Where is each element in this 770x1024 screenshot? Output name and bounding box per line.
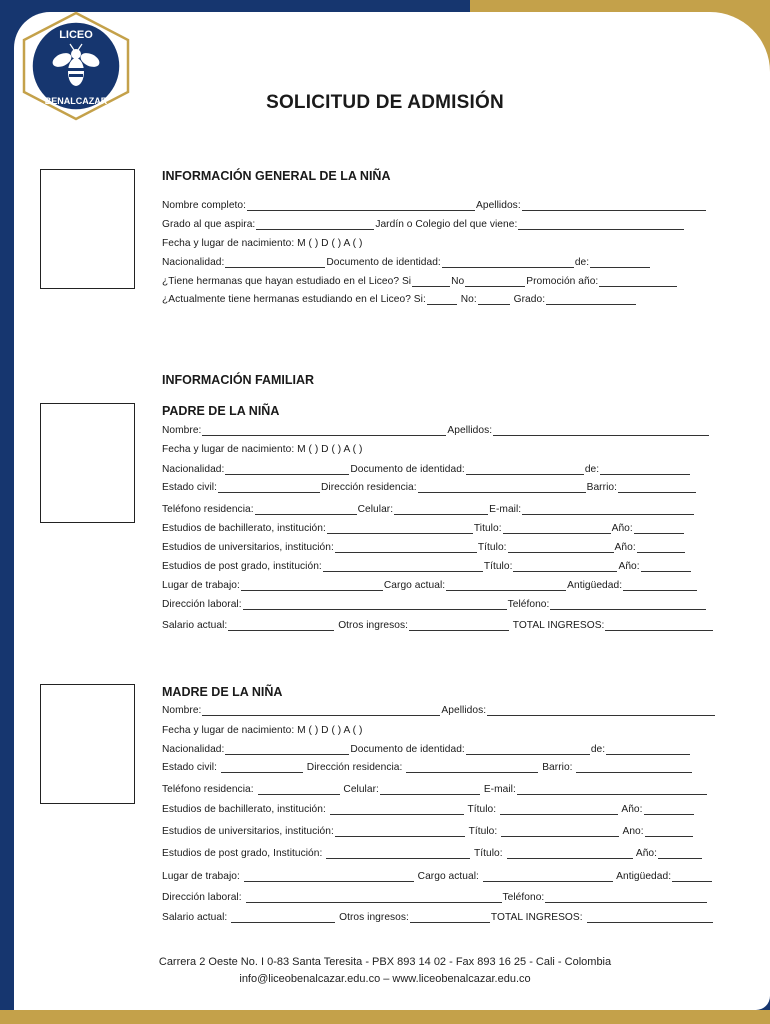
footer-contact[interactable]: info@liceobenalcazar.edu.co – www.liceobenalcazar.edu.co: [239, 973, 531, 985]
field-madre-anio3[interactable]: [658, 847, 702, 859]
section-general-heading: INFORMACIÓN GENERAL DE LA NIÑA: [162, 169, 391, 183]
padre-row-dirlab: [162, 598, 707, 610]
madre-row-dirlab: [162, 891, 708, 903]
field-nombre[interactable]: [247, 199, 475, 211]
field-madre-dirlab[interactable]: [246, 891, 502, 903]
label-padre-barrio: Barrio:: [586, 482, 617, 493]
padre-row-nombre: [162, 424, 710, 436]
field-madre-titulo2[interactable]: [501, 825, 619, 837]
label-promocion: Promoción año:: [526, 276, 599, 287]
field-padre-documento[interactable]: [466, 463, 584, 475]
label-padre-cargo: Cargo actual:: [383, 580, 446, 591]
label-padre-total: TOTAL INGRESOS:: [512, 620, 605, 631]
photo-box-student: [40, 169, 135, 289]
field-hermanas-si[interactable]: [412, 275, 450, 287]
label-padre-anio: Año:: [611, 523, 633, 534]
field-grado-actual[interactable]: [546, 293, 636, 305]
general-row-actualmente: [162, 293, 637, 305]
field-padre-titulo[interactable]: [503, 522, 611, 534]
label-padre-anio2: Año:: [614, 542, 636, 553]
field-madre-documento[interactable]: [466, 743, 590, 755]
field-madre-titulo3[interactable]: [507, 847, 633, 859]
label-madre-univ: Estudios de universitarios, institución:: [162, 826, 334, 837]
padre-row-nacionalidad: [162, 463, 691, 475]
label-padre-anio3: Año:: [618, 561, 640, 572]
label-madre-anio3: Año:: [635, 848, 658, 859]
field-padre-barrio[interactable]: [618, 481, 696, 493]
field-padre-dirlab[interactable]: [243, 598, 507, 610]
label-no2: No:: [460, 294, 477, 305]
field-padre-nacionalidad[interactable]: [225, 463, 349, 475]
field-madre-titulo[interactable]: [500, 803, 618, 815]
field-madre-nombre[interactable]: [202, 704, 440, 716]
label-padre-apellidos: Apellidos:: [447, 425, 493, 436]
label-madre-titulo2: Título:: [468, 826, 498, 837]
field-padre-celular[interactable]: [394, 503, 488, 515]
field-padre-bach[interactable]: [327, 522, 473, 534]
field-padre-tel[interactable]: [550, 598, 706, 610]
madre-row-estado: [162, 761, 693, 773]
field-hermanas-no[interactable]: [465, 275, 525, 287]
field-madre-tel[interactable]: [545, 891, 707, 903]
field-madre-cargo[interactable]: [483, 870, 613, 882]
label-de: de:: [574, 257, 590, 268]
field-padre-direccion[interactable]: [418, 481, 586, 493]
field-padre-titulo2[interactable]: [508, 541, 614, 553]
label-padre-trabajo: Lugar de trabajo:: [162, 580, 240, 591]
field-madre-univ[interactable]: [335, 825, 465, 837]
general-row-hermanas: [162, 275, 678, 287]
madre-row-nombre: [162, 704, 716, 716]
label-madre-email: E-mail:: [483, 784, 516, 795]
label-padre-univ: Estudios de universitarios, institución:: [162, 542, 334, 553]
padre-row-trabajo: [162, 579, 698, 591]
field-padre-anio[interactable]: [634, 522, 684, 534]
label-grado2: Grado:: [513, 294, 546, 305]
field-madre-direccion[interactable]: [406, 761, 538, 773]
field-madre-email[interactable]: [517, 783, 707, 795]
label-madre-otros: Otros ingresos:: [339, 912, 409, 923]
label-madre-titulo3: Título:: [473, 848, 503, 859]
general-row-nombre: [162, 199, 707, 211]
label-padre-antiguedad: Antigüedad:: [567, 580, 623, 591]
label-hermanas: ¿Tiene hermanas que hayan estudiado en el Liceo? Si: [162, 276, 412, 287]
madre-row-post: [162, 847, 703, 859]
padre-row-fecha: [162, 444, 362, 455]
field-padre-cargo[interactable]: [446, 579, 566, 591]
field-madre-barrio[interactable]: [576, 761, 692, 773]
padre-row-post: [162, 560, 692, 572]
label-madre-fecha[interactable]: Fecha y lugar de nacimiento: M ( ) D ( ) A ( ): [162, 725, 363, 736]
label-madre-tel: Teléfono:: [502, 892, 545, 903]
frame-gold-bottom: [0, 1010, 770, 1024]
field-padre-anio2[interactable]: [637, 541, 685, 553]
label-padre-celular: Celular:: [357, 504, 394, 515]
label-padre-email: E-mail:: [489, 504, 522, 515]
field-padre-post[interactable]: [323, 560, 483, 572]
label-madre-bach: Estudios de bachillerato, institución:: [162, 804, 326, 815]
label-madre-estado: Estado civil:: [162, 762, 218, 773]
field-padre-nombre[interactable]: [202, 424, 446, 436]
field-madre-anio2[interactable]: [645, 825, 693, 837]
label-madre-trabajo: Lugar de trabajo:: [162, 871, 240, 882]
label-madre-nombre: Nombre:: [162, 705, 202, 716]
field-madre-trabajo[interactable]: [244, 870, 414, 882]
field-madre-estado[interactable]: [221, 761, 303, 773]
section-familiar-heading: INFORMACIÓN FAMILIAR: [162, 373, 315, 387]
field-padre-de[interactable]: [600, 463, 690, 475]
footer-address: Carrera 2 Oeste No. I 0-83 Santa Teresita - PBX 893 14 02 - Fax 893 16 25 - Cali - Colombia: [158, 956, 612, 968]
label-padre-salario: Salario actual:: [162, 620, 228, 631]
label-madre-dirlab: Dirección laboral:: [162, 892, 242, 903]
label-padre-nacionalidad: Nacionalidad:: [162, 464, 225, 475]
madre-row-trabajo: [162, 870, 713, 882]
field-madre-salario[interactable]: [231, 911, 335, 923]
label-padre-titulo: Titulo:: [473, 523, 502, 534]
field-padre-anio3[interactable]: [641, 560, 691, 572]
padre-row-salario: [162, 619, 714, 631]
field-madre-de[interactable]: [606, 743, 690, 755]
label-padre-documento: Documento de identidad:: [350, 464, 465, 475]
field-nacionalidad[interactable]: [225, 256, 325, 268]
label-jardin: Jardín o Colegio del que viene:: [375, 219, 518, 230]
field-padre-univ[interactable]: [335, 541, 477, 553]
field-madre-total[interactable]: [587, 911, 713, 923]
field-madre-bach[interactable]: [330, 803, 464, 815]
label-nacionalidad: Nacionalidad:: [162, 257, 225, 268]
logo-top-text: LICEO: [59, 29, 93, 41]
label-documento: Documento de identidad:: [326, 257, 441, 268]
field-actualmente-si[interactable]: [427, 293, 457, 305]
photo-box-father: [40, 403, 135, 523]
field-padre-trabajo[interactable]: [241, 579, 383, 591]
label-grado: Grado al que aspira:: [162, 219, 256, 230]
field-grado[interactable]: [256, 218, 374, 230]
label-actualmente: ¿Actualmente tiene hermanas estudiando en el Liceo? Si:: [162, 294, 426, 305]
label-madre-celular: Celular:: [343, 784, 379, 795]
label-madre-titulo: Título:: [467, 804, 497, 815]
field-madre-post[interactable]: [326, 847, 470, 859]
label-madre-direccion: Dirección residencia:: [306, 762, 403, 773]
page-title: SOLICITUD DE ADMISIÓN: [266, 92, 504, 113]
field-padre-estado[interactable]: [218, 481, 320, 493]
label-padre-nombre: Nombre:: [162, 425, 202, 436]
label-padre-tel: Teléfono:: [507, 599, 550, 610]
label-padre-bach: Estudios de bachillerato, institución:: [162, 523, 326, 534]
label-madre-cargo: Cargo actual:: [417, 871, 479, 882]
field-padre-salario[interactable]: [228, 619, 334, 631]
field-jardin[interactable]: [518, 218, 684, 230]
label-padre-estado: Estado civil:: [162, 482, 218, 493]
photo-box-mother: [40, 684, 135, 804]
label-madre-antiguedad: Antigüedad:: [616, 871, 672, 882]
label-madre-apellidos: Apellidos:: [441, 705, 487, 716]
logo-bottom-text: BENALCAZAR: [44, 96, 108, 106]
label-madre-barrio: Barrio:: [542, 762, 573, 773]
label-madre-nacionalidad: Nacionalidad:: [162, 744, 225, 755]
label-madre-salario: Salario actual:: [162, 912, 228, 923]
section-padre-heading: PADRE DE LA NIÑA: [162, 404, 280, 418]
padre-row-univ: [162, 541, 686, 553]
field-madre-otros[interactable]: [410, 911, 490, 923]
field-documento[interactable]: [442, 256, 574, 268]
field-padre-apellidos[interactable]: [493, 424, 709, 436]
label-madre-documento: Documento de identidad:: [350, 744, 465, 755]
label-madre-de: de:: [590, 744, 606, 755]
section-madre-heading: MADRE DE LA NIÑA: [162, 685, 283, 699]
madre-row-bach: [162, 803, 695, 815]
field-padre-otros[interactable]: [409, 619, 509, 631]
field-apellidos[interactable]: [522, 199, 706, 211]
field-padre-total[interactable]: [605, 619, 713, 631]
field-padre-antiguedad[interactable]: [623, 579, 697, 591]
label-nombre: Nombre completo:: [162, 200, 247, 211]
padre-row-telefono: [162, 503, 695, 515]
label-apellidos: Apellidos:: [476, 200, 521, 211]
field-madre-celular[interactable]: [380, 783, 480, 795]
madre-row-nacionalidad: [162, 743, 691, 755]
label-padre-dirlab: Dirección laboral:: [162, 599, 242, 610]
field-padre-telefono[interactable]: [255, 503, 357, 515]
madre-row-fecha: [162, 725, 362, 736]
label-madre-anio2: Ano:: [622, 826, 644, 837]
field-madre-antiguedad[interactable]: [672, 870, 712, 882]
label-madre-anio: Año:: [621, 804, 643, 815]
madre-row-telefono: [162, 783, 708, 795]
label-padre-direccion: Dirección residencia:: [321, 482, 417, 493]
general-row-nacionalidad: [162, 256, 651, 268]
label-padre-fecha[interactable]: Fecha y lugar de nacimiento: M ( ) D ( ) A ( ): [162, 444, 363, 455]
label-padre-de: de:: [584, 464, 600, 475]
label-madre-total: TOTAL INGRESOS:: [490, 912, 583, 923]
madre-row-salario: [162, 911, 714, 923]
field-padre-titulo3[interactable]: [513, 560, 617, 572]
label-padre-titulo2: Título:: [477, 542, 507, 553]
field-actualmente-no[interactable]: [478, 293, 510, 305]
general-row-grado: [162, 218, 685, 230]
label-madre-post: Estudios de post grado, Institución:: [162, 848, 323, 859]
label-padre-otros: Otros ingresos:: [338, 620, 409, 631]
field-madre-anio[interactable]: [644, 803, 694, 815]
label-madre-telefono: Teléfono residencia:: [162, 784, 254, 795]
madre-row-univ: [162, 825, 694, 837]
field-madre-nacionalidad[interactable]: [225, 743, 349, 755]
label-padre-post: Estudios de post grado, institución:: [162, 561, 322, 572]
field-madre-telefono[interactable]: [258, 783, 340, 795]
padre-row-bach: [162, 522, 685, 534]
label-no: No: [451, 276, 465, 287]
field-madre-apellidos[interactable]: [487, 704, 715, 716]
padre-row-estado: [162, 481, 697, 493]
field-promocion[interactable]: [599, 275, 677, 287]
label-fecha[interactable]: Fecha y lugar de nacimiento: M ( ) D ( ) A ( ): [162, 238, 363, 249]
field-padre-email[interactable]: [522, 503, 694, 515]
field-de[interactable]: [590, 256, 650, 268]
label-padre-telefono: Teléfono residencia:: [162, 504, 254, 515]
general-row-fecha: [162, 238, 362, 249]
label-padre-titulo3: Título:: [483, 561, 513, 572]
